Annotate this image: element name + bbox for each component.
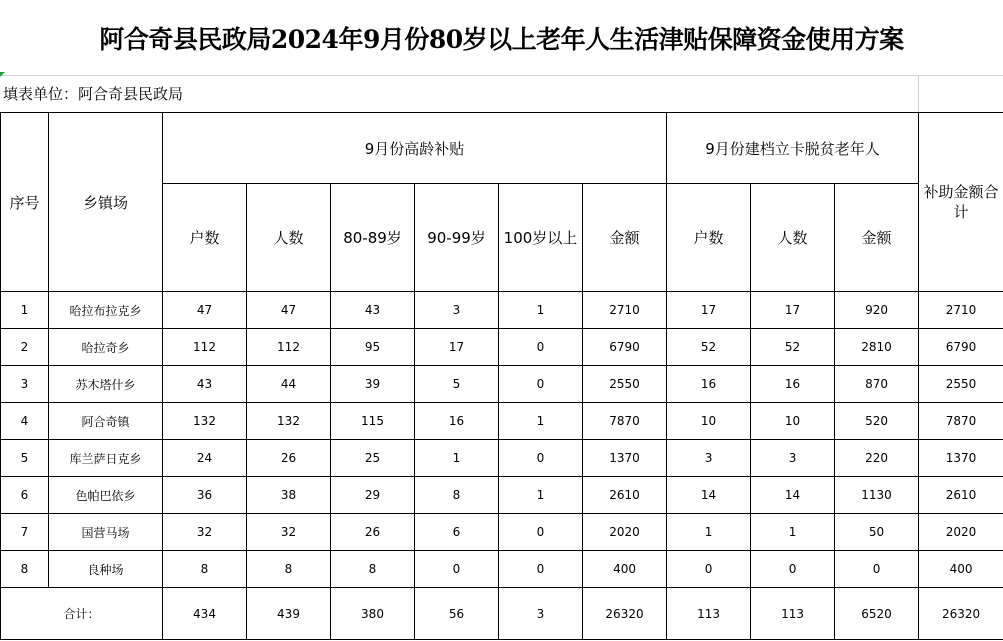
table-cell: 43 bbox=[331, 292, 415, 329]
total-cell: 113 bbox=[751, 588, 835, 640]
table-cell: 库兰萨日克乡 bbox=[49, 440, 163, 477]
table-cell: 1130 bbox=[835, 477, 919, 514]
table-cell: 8 bbox=[331, 551, 415, 588]
table-cell: 8 bbox=[247, 551, 331, 588]
total-cell: 26320 bbox=[919, 588, 1003, 640]
filling-unit-label: 填表单位：阿合奇县民政局 bbox=[3, 85, 184, 103]
header-tuopin-households: 户数 bbox=[667, 184, 751, 292]
table-cell: 1 bbox=[415, 440, 499, 477]
table-cell: 2 bbox=[1, 329, 49, 366]
table-cell: 1 bbox=[499, 292, 583, 329]
total-cell: 434 bbox=[163, 588, 247, 640]
table-cell: 112 bbox=[163, 329, 247, 366]
table-cell: 7 bbox=[1, 514, 49, 551]
table-cell: 43 bbox=[163, 366, 247, 403]
table-cell: 400 bbox=[919, 551, 1003, 588]
header-gaoling-persons: 人数 bbox=[247, 184, 331, 292]
table-cell: 132 bbox=[247, 403, 331, 440]
table-cell: 6790 bbox=[583, 329, 667, 366]
table-cell: 0 bbox=[499, 514, 583, 551]
header-age-100-plus: 100岁以上 bbox=[499, 184, 583, 292]
header-group-tuopin: 9月份建档立卡脱贫老年人 bbox=[667, 113, 919, 184]
table-cell: 14 bbox=[751, 477, 835, 514]
table-cell: 50 bbox=[835, 514, 919, 551]
table-cell: 2710 bbox=[583, 292, 667, 329]
table-row bbox=[1, 366, 1003, 403]
table-cell: 44 bbox=[247, 366, 331, 403]
header-total: 补助金额合计 bbox=[919, 113, 1003, 292]
table-row bbox=[1, 514, 1003, 551]
table-cell: 32 bbox=[163, 514, 247, 551]
table-cell: 36 bbox=[163, 477, 247, 514]
header-tuopin-persons: 人数 bbox=[751, 184, 835, 292]
table-cell: 6790 bbox=[919, 329, 1003, 366]
table-cell: 220 bbox=[835, 440, 919, 477]
table-cell: 2710 bbox=[919, 292, 1003, 329]
table-cell: 520 bbox=[835, 403, 919, 440]
table-cell: 32 bbox=[247, 514, 331, 551]
table-cell: 国营马场 bbox=[49, 514, 163, 551]
table-cell: 0 bbox=[751, 551, 835, 588]
table-cell: 870 bbox=[835, 366, 919, 403]
total-cell: 380 bbox=[331, 588, 415, 640]
table-cell: 39 bbox=[331, 366, 415, 403]
header-tuopin-amount: 金额 bbox=[835, 184, 919, 292]
table-cell: 8 bbox=[415, 477, 499, 514]
table-cell: 400 bbox=[583, 551, 667, 588]
table-cell: 29 bbox=[331, 477, 415, 514]
table-cell: 1 bbox=[499, 477, 583, 514]
table-cell: 0 bbox=[667, 551, 751, 588]
table-cell: 3 bbox=[751, 440, 835, 477]
table-cell: 3 bbox=[415, 292, 499, 329]
header-age-80-89: 80-89岁 bbox=[331, 184, 415, 292]
table-cell: 95 bbox=[331, 329, 415, 366]
table-cell: 0 bbox=[499, 551, 583, 588]
table-cell: 132 bbox=[163, 403, 247, 440]
table-cell: 2020 bbox=[919, 514, 1003, 551]
page-title: 阿合奇县民政局2024年9月份80岁以上老年人生活津贴保障资金使用方案 bbox=[99, 24, 904, 54]
table-cell: 良种场 bbox=[49, 551, 163, 588]
table-row bbox=[1, 292, 1003, 329]
filling-unit-row bbox=[0, 75, 1003, 112]
table-cell: 1 bbox=[1, 292, 49, 329]
header-row-top bbox=[1, 113, 1003, 184]
subsidy-table bbox=[0, 112, 1003, 640]
table-cell: 47 bbox=[163, 292, 247, 329]
table-cell: 2020 bbox=[583, 514, 667, 551]
table-cell: 1 bbox=[751, 514, 835, 551]
table-cell: 8 bbox=[1, 551, 49, 588]
header-gaoling-amount: 金额 bbox=[583, 184, 667, 292]
total-cell: 56 bbox=[415, 588, 499, 640]
header-gaoling-households: 户数 bbox=[163, 184, 247, 292]
table-cell: 2550 bbox=[583, 366, 667, 403]
table-cell: 6 bbox=[1, 477, 49, 514]
table-cell: 1 bbox=[667, 514, 751, 551]
table-cell: 14 bbox=[667, 477, 751, 514]
table-cell: 10 bbox=[751, 403, 835, 440]
table-cell: 17 bbox=[667, 292, 751, 329]
table-cell: 2610 bbox=[919, 477, 1003, 514]
table-cell: 8 bbox=[163, 551, 247, 588]
table-row bbox=[1, 329, 1003, 366]
title-row bbox=[0, 0, 1003, 76]
table-cell: 2550 bbox=[919, 366, 1003, 403]
table-cell: 17 bbox=[415, 329, 499, 366]
table-cell: 5 bbox=[1, 440, 49, 477]
header-age-90-99: 90-99岁 bbox=[415, 184, 499, 292]
table-cell: 5 bbox=[415, 366, 499, 403]
total-cell: 113 bbox=[667, 588, 751, 640]
table-cell: 1370 bbox=[919, 440, 1003, 477]
table-cell: 0 bbox=[415, 551, 499, 588]
table-row bbox=[1, 551, 1003, 588]
header-seq: 序号 bbox=[1, 113, 49, 292]
total-cell: 3 bbox=[499, 588, 583, 640]
table-cell: 26 bbox=[247, 440, 331, 477]
table-cell: 25 bbox=[331, 440, 415, 477]
total-label: 合计： bbox=[1, 588, 163, 640]
table-cell: 3 bbox=[1, 366, 49, 403]
table-row bbox=[1, 477, 1003, 514]
table-cell: 2610 bbox=[583, 477, 667, 514]
table-cell: 38 bbox=[247, 477, 331, 514]
table-cell: 112 bbox=[247, 329, 331, 366]
table-cell: 0 bbox=[835, 551, 919, 588]
header-town: 乡镇场 bbox=[49, 113, 163, 292]
table-cell: 115 bbox=[331, 403, 415, 440]
table-cell: 1370 bbox=[583, 440, 667, 477]
table-cell: 0 bbox=[499, 440, 583, 477]
table-cell: 920 bbox=[835, 292, 919, 329]
table-cell: 17 bbox=[751, 292, 835, 329]
table-cell: 47 bbox=[247, 292, 331, 329]
table-cell: 26 bbox=[331, 514, 415, 551]
table-cell: 10 bbox=[667, 403, 751, 440]
table-row bbox=[1, 403, 1003, 440]
table-cell: 16 bbox=[751, 366, 835, 403]
table-cell: 阿合奇镇 bbox=[49, 403, 163, 440]
table-cell: 苏木塔什乡 bbox=[49, 366, 163, 403]
table-cell: 色帕巴依乡 bbox=[49, 477, 163, 514]
table-cell: 3 bbox=[667, 440, 751, 477]
total-cell: 26320 bbox=[583, 588, 667, 640]
header-group-gaoling: 9月份高龄补贴 bbox=[163, 113, 667, 184]
table-cell: 7870 bbox=[583, 403, 667, 440]
table-cell: 2810 bbox=[835, 329, 919, 366]
total-row bbox=[1, 588, 1003, 640]
table-cell: 0 bbox=[499, 366, 583, 403]
table-cell: 16 bbox=[667, 366, 751, 403]
table-cell: 哈拉奇乡 bbox=[49, 329, 163, 366]
table-cell: 52 bbox=[667, 329, 751, 366]
table-cell: 1 bbox=[499, 403, 583, 440]
total-cell: 6520 bbox=[835, 588, 919, 640]
cell-divider bbox=[918, 75, 919, 112]
table-cell: 24 bbox=[163, 440, 247, 477]
table-cell: 16 bbox=[415, 403, 499, 440]
table-cell: 7870 bbox=[919, 403, 1003, 440]
table-cell: 6 bbox=[415, 514, 499, 551]
table-cell: 哈拉布拉克乡 bbox=[49, 292, 163, 329]
table-cell: 0 bbox=[499, 329, 583, 366]
table-cell: 4 bbox=[1, 403, 49, 440]
total-cell: 439 bbox=[247, 588, 331, 640]
table-row bbox=[1, 440, 1003, 477]
table-cell: 52 bbox=[751, 329, 835, 366]
